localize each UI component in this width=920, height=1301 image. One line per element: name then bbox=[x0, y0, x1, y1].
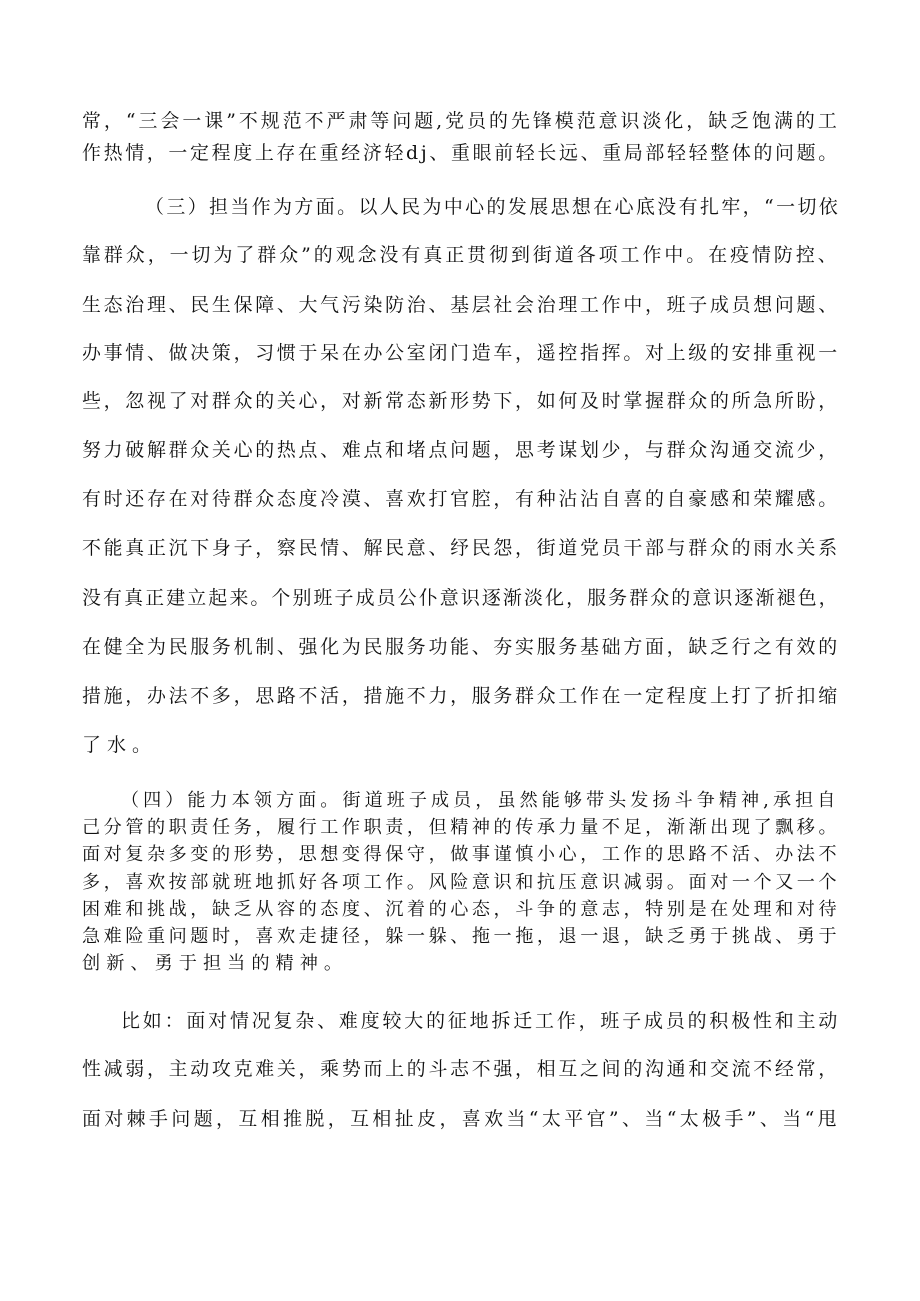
paragraph-line: 了水。 bbox=[82, 734, 158, 756]
paragraph-line: 努力破解群众关心的热点、难点和堵点问题，思考谋划少，与群众沟通交流少， bbox=[82, 439, 840, 461]
paragraph-line: 面对复杂多变的形势，思想变得保守，做事谨慎小心，工作的思路不活、办法不 bbox=[82, 844, 841, 865]
paragraph-line: 措施，办法不多，思路不活，措施不力，服务群众工作在一定程度上打了折扣缩 bbox=[82, 685, 840, 707]
paragraph-line: 比如：面对情况复杂、难度较大的征地拆迁工作，班子成员的积极性和主动 bbox=[121, 1010, 841, 1032]
paragraph-line: 急难险重问题时，喜欢走捷径，躲一躲、拖一拖，退一退，缺乏勇于挑战、勇于 bbox=[82, 926, 841, 947]
paragraph-line: 己分管的职责任务，履行工作职责，但精神的传承力量不足，渐渐出现了飘移。 bbox=[82, 817, 841, 838]
paragraph-line: 靠群众，一切为了群众”的观念没有真正贯彻到街道各项工作中。在疫情防控、 bbox=[82, 244, 840, 266]
paragraph-line: 创新、勇于担当的精神。 bbox=[82, 953, 349, 974]
paragraph-line: 不能真正沉下身子，察民情、解民意、纾民怨，街道党员干部与群众的雨水关系 bbox=[82, 537, 840, 559]
paragraph-line: 办事情、做决策，习惯于呆在办公室闭门造车，遥控指挥。对上级的安排重视一 bbox=[82, 342, 840, 364]
paragraph-line: 生态治理、民生保障、大气污染防治、基层社会治理工作中，班子成员想问题、 bbox=[82, 294, 840, 316]
paragraph-line: 没有真正建立起来。个别班子成员公仆意识逐渐淡化，服务群众的意识逐渐褪色， bbox=[82, 587, 840, 609]
paragraph-line: 作热情，一定程度上存在重经济轻dj、重眼前轻长远、重局部轻轻整体的问题。 bbox=[82, 142, 840, 164]
paragraph-line: 多，喜欢按部就班地抓好各项工作。风险意识和抗压意识减弱。面对一个又一个 bbox=[82, 872, 841, 893]
paragraph-line: 些，忽视了对群众的关心，对新常态新形势下，如何及时掌握群众的所急所盼， bbox=[82, 390, 840, 412]
paragraph-line: 有时还存在对待群众态度冷漠、喜欢打官腔，有种沾沾自喜的自豪感和荣耀感。 bbox=[82, 488, 840, 510]
paragraph-line: 常，“三会一课”不规范不严肃等问题,党员的先锋模范意识淡化，缺乏饱满的工 bbox=[82, 110, 840, 132]
section-heading-line: （四）能力本领方面。街道班子成员，虽然能够带头发扬斗争精神,承担自 bbox=[121, 790, 840, 811]
paragraph-line: 困难和挑战，缺乏从容的态度、沉着的心态，斗争的意志，特别是在处理和对待 bbox=[82, 899, 841, 920]
section-heading-line: （三）担当作为方面。以人民为中心的发展思想在心底没有扎牢，“一切依 bbox=[145, 196, 841, 218]
paragraph-line: 性减弱，主动攻克难关，乘势而上的斗志不强，相互之间的沟通和交流不经常， bbox=[82, 1058, 840, 1080]
paragraph-line: 面对棘手问题，互相推脱，互相扯皮，喜欢当“太平官”、当“太极手”、当“甩 bbox=[82, 1108, 841, 1130]
paragraph-line: 在健全为民服务机制、强化为民服务功能、夯实服务基础方面，缺乏行之有效的 bbox=[82, 636, 840, 658]
